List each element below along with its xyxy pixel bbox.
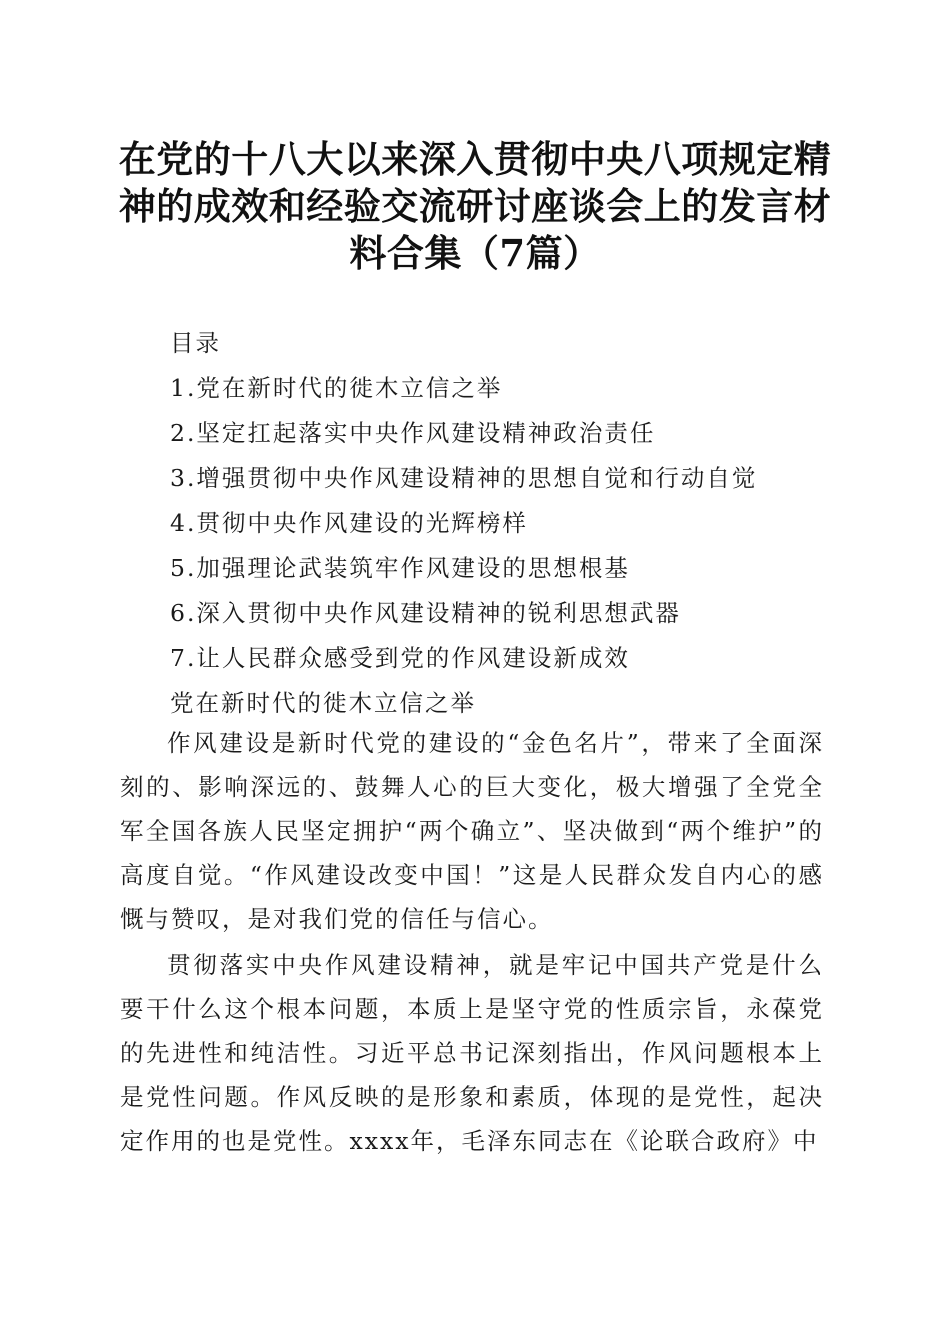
- toc-item: 3.增强贯彻中央作风建设精神的思想自觉和行动自觉: [170, 464, 758, 492]
- toc-heading: 目录: [170, 329, 221, 357]
- toc-item: 5.加强理论武装筑牢作风建设的思想根基: [170, 554, 630, 582]
- section-title: 党在新时代的徙木立信之举: [170, 689, 476, 717]
- paragraph: 贯彻落实中央作风建设精神，就是牢记中国共产党是什么要干什么这个根本问题，本质上是坚守党的性质宗旨，永葆党的先进性和纯洁性。习近平总书记深刻指出，作风问题根本上是党性问题。作风反映的是形象和素质，体现的是党性，起决定作用的也是党性。xxxx年，毛泽东同志在《论联合政府》中: [120, 951, 824, 1155]
- toc-item: 4.贯彻中央作风建设的光辉榜样: [170, 509, 528, 537]
- toc-item: 2.坚定扛起落实中央作风建设精神政治责任: [170, 419, 656, 447]
- toc-item: 1.党在新时代的徙木立信之举: [170, 374, 503, 402]
- body-content: [120, 721, 824, 1165]
- toc-item: 7.让人民群众感受到党的作风建设新成效: [170, 644, 630, 672]
- table-of-contents: [170, 321, 830, 726]
- document-title: 在党的十八大以来深入贯彻中央八项规定精神的成效和经验交流研讨座谈会上的发言材料合集（7篇）: [118, 137, 832, 275]
- paragraph: 作风建设是新时代党的建设的“金色名片”，带来了全面深刻的、影响深远的、鼓舞人心的巨大变化，极大增强了全党全军全国各族人民坚定拥护“两个确立”、坚决做到“两个维护”的高度自觉。“作风建设改变中国！”这是人民群众发自内心的感慨与赞叹，是对我们党的信任与信心。: [120, 729, 824, 933]
- toc-item: 6.深入贯彻中央作风建设精神的锐利思想武器: [170, 599, 681, 627]
